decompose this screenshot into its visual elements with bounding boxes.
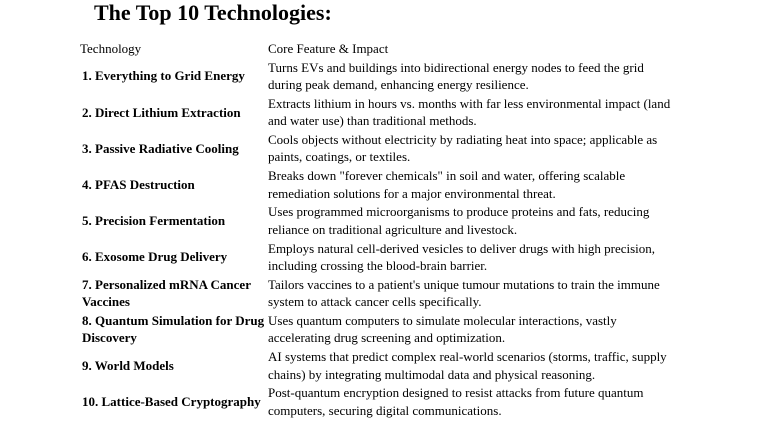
- technology-impact: Tailors vaccines to a patient's unique tumour mutations to train the immune system to attack cancer cells specifically.: [268, 276, 660, 310]
- table-row: [80, 130, 680, 166]
- table-row: [80, 58, 680, 94]
- column-header-impact: Core Feature & Impact: [268, 41, 389, 57]
- technology-name: 4. PFAS Destruction: [82, 176, 195, 192]
- table-row: [80, 275, 680, 311]
- technology-name: 7. Personalized mRNA Cancer Vaccines: [82, 276, 251, 310]
- technology-impact: Uses programmed microorganisms to produce proteins and fats, reducing reliance on traditional agriculture and livestock.: [268, 204, 650, 237]
- page-title: The Top 10 Technologies:: [94, 0, 332, 25]
- technology-impact: Uses quantum computers to simulate molecular interactions, vastly accelerating drug screening and optimization.: [268, 312, 617, 346]
- technology-name: 3. Passive Radiative Cooling: [82, 140, 239, 156]
- technology-impact: Post-quantum encryption designed to resist attacks from future quantum computers, securing digital communications.: [268, 385, 644, 418]
- technology-impact: Employs natural cell-derived vesicles to deliver drugs with high precision, including crossing the blood-brain barrier.: [268, 240, 656, 274]
- table-row: [80, 348, 680, 384]
- technology-name: 6. Exosome Drug Delivery: [82, 249, 228, 265]
- technology-impact: Breaks down "forever chemicals" in soil and water, offering scalable remediation solutions for a major environmental threat.: [268, 168, 626, 201]
- technology-impact: Cools objects without electricity by radiating heat into space; applicable as paints, coatings, or textiles.: [268, 131, 658, 165]
- technology-impact: Turns EVs and buildings into bidirectional energy nodes to feed the grid during peak demand, enhancing energy resilience.: [268, 59, 644, 93]
- technology-impact: Extracts lithium in hours vs. months with far less environmental impact (land and water use) than traditional methods.: [268, 95, 671, 129]
- table-row: [80, 239, 680, 275]
- technology-name: 9. World Models: [82, 357, 174, 373]
- table-row: [80, 167, 680, 203]
- table-row: [80, 94, 680, 130]
- table-row: [80, 203, 680, 239]
- technology-name: 2. Direct Lithium Extraction: [82, 104, 241, 120]
- table-row: [80, 384, 680, 420]
- column-header-technology: Technology: [80, 41, 142, 57]
- technologies-table: [80, 40, 680, 420]
- technology-impact: AI systems that predict complex real-world scenarios (storms, traffic, supply chains) by integrating multimodal data and physical reasoning.: [268, 349, 667, 382]
- technology-name: 10. Lattice-Based Cryptography: [82, 394, 261, 410]
- technology-name: 1. Everything to Grid Energy: [82, 68, 245, 84]
- technology-name: 5. Precision Fermentation: [82, 213, 226, 229]
- table-header-row: [80, 40, 680, 58]
- table-row: [80, 311, 680, 347]
- technology-name: 8. Quantum Simulation for Drug Discovery: [82, 312, 265, 346]
